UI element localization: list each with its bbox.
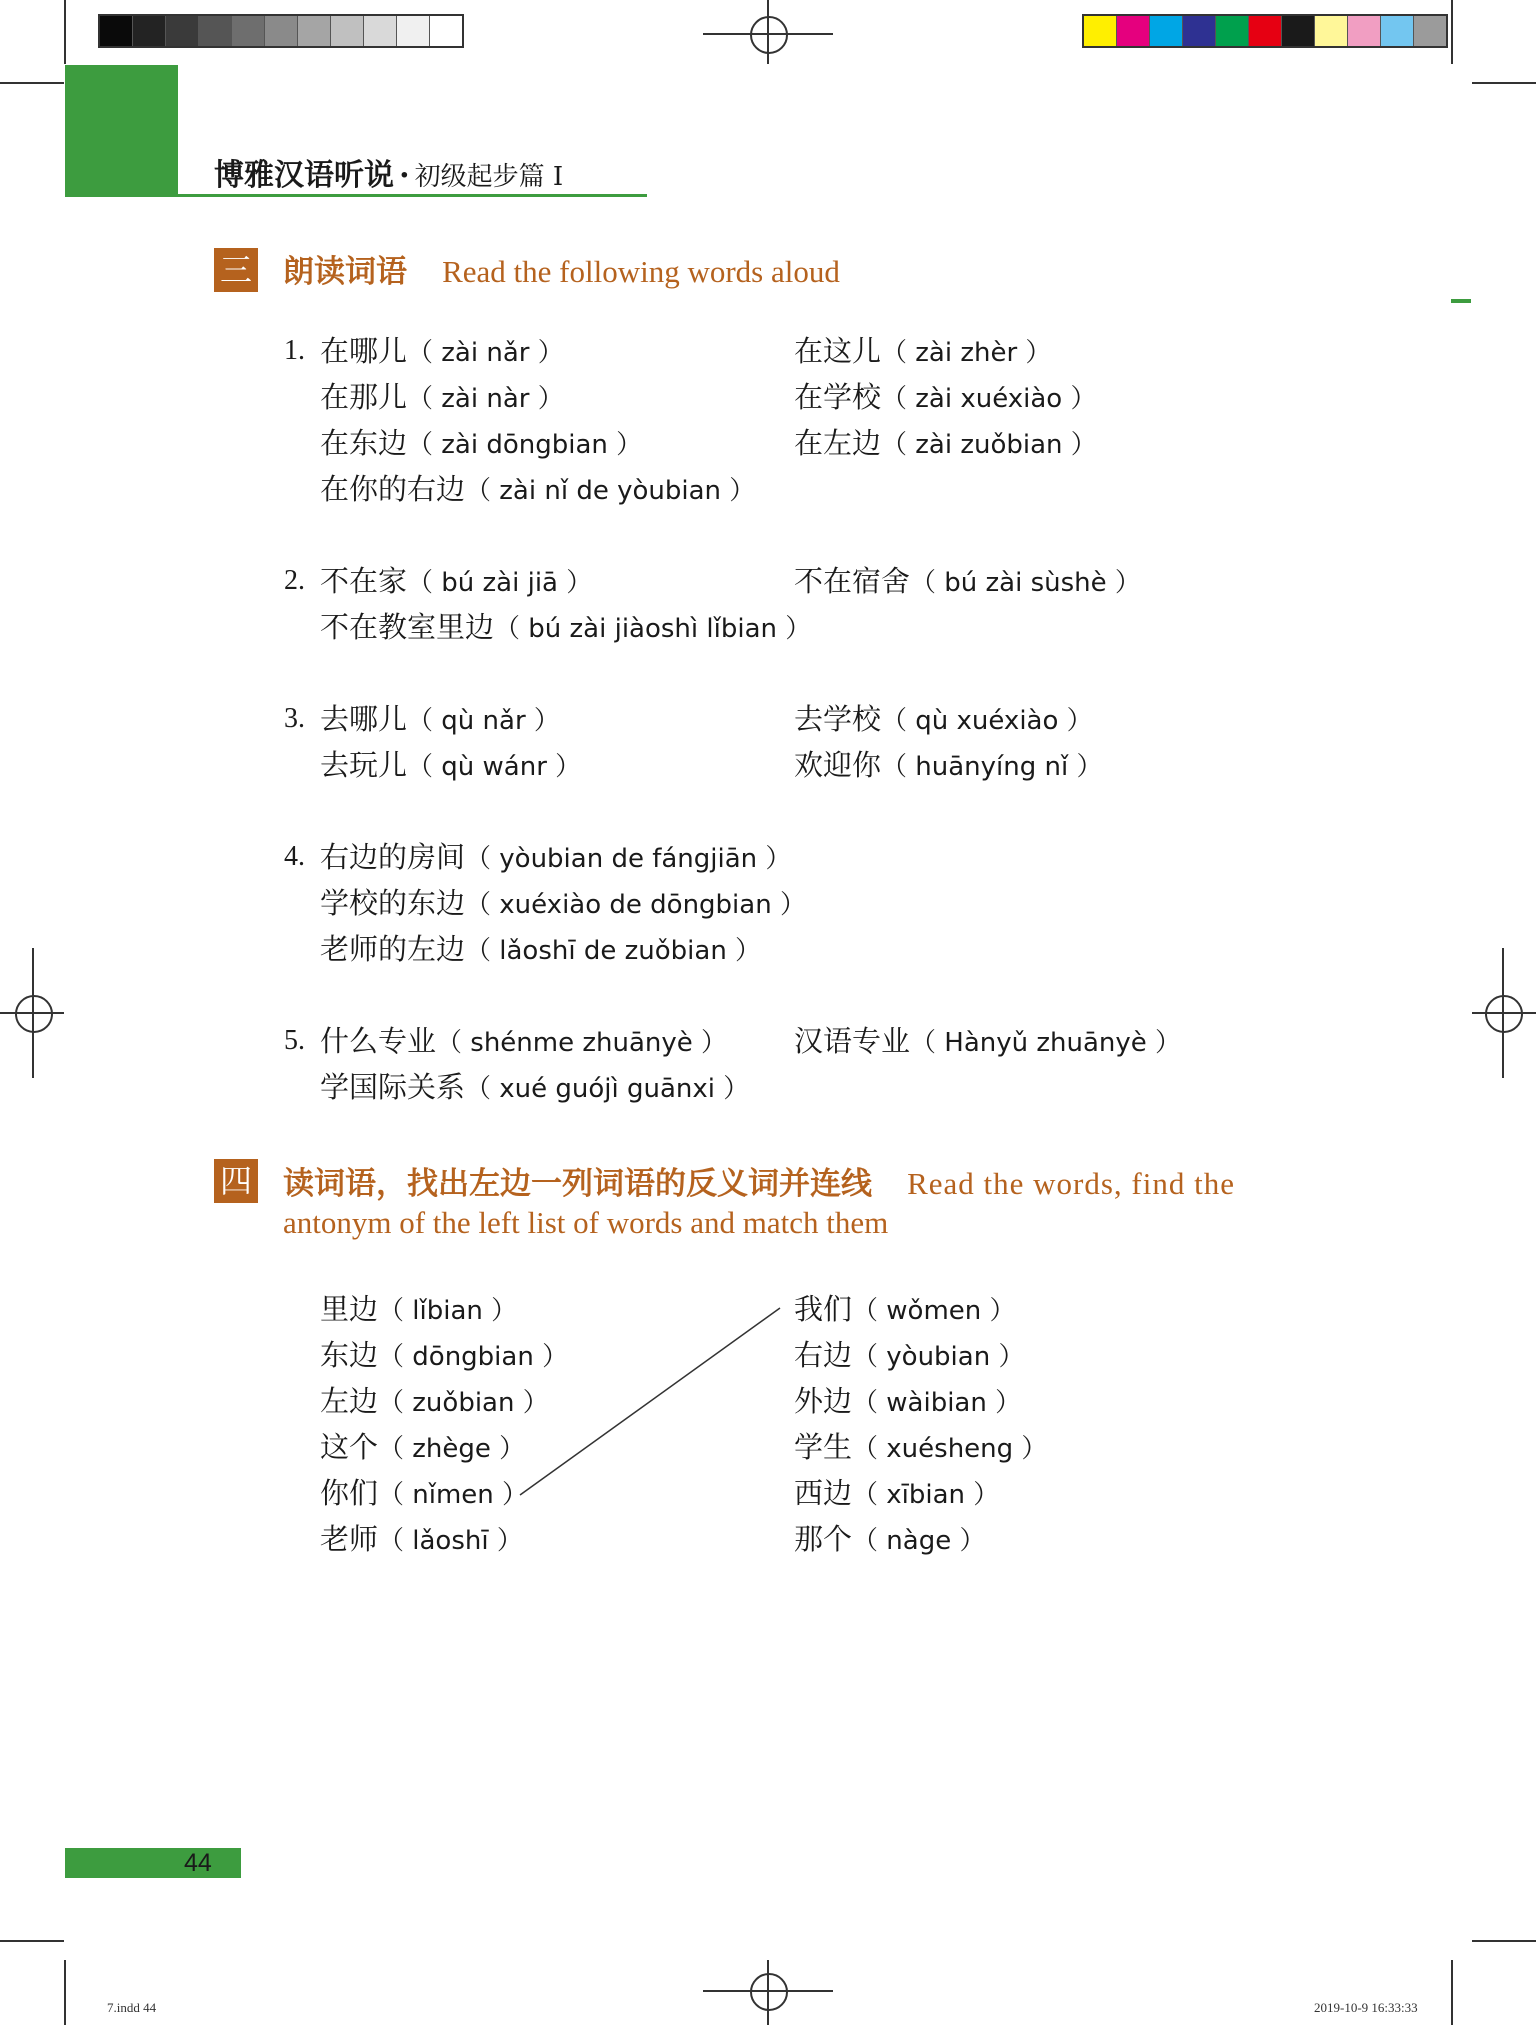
group-5-number: 5. bbox=[284, 1025, 305, 1056]
color-swatch bbox=[1084, 16, 1117, 46]
word-item: 不在家（ bú zài jiā ） bbox=[320, 564, 593, 598]
process-color-bar bbox=[1082, 14, 1448, 48]
match-left-item[interactable]: 里边（ lǐbian ） bbox=[320, 1292, 518, 1326]
crop-mark-br-h bbox=[1472, 1940, 1536, 1942]
section-3-heading bbox=[283, 246, 840, 291]
match-right-item[interactable]: 右边（ yòubian ） bbox=[794, 1338, 1025, 1372]
header-rule bbox=[65, 194, 647, 197]
header-green-block bbox=[65, 65, 178, 195]
book-title: 博雅汉语听说 bbox=[214, 158, 394, 193]
page-number-bar bbox=[65, 1848, 241, 1878]
margin-tab-marker bbox=[1451, 299, 1471, 303]
book-header bbox=[214, 150, 563, 194]
crop-mark-tl-v bbox=[64, 0, 66, 64]
group-3-number: 3. bbox=[284, 703, 305, 734]
color-swatch bbox=[1348, 16, 1381, 46]
gray-swatch bbox=[100, 16, 133, 46]
page-number: 44 bbox=[184, 1849, 212, 1877]
section-3-badge: 三 bbox=[214, 248, 258, 292]
word-item: 去学校（ qù xuéxiào ） bbox=[794, 702, 1093, 736]
file-info: 7.indd 44 bbox=[107, 2000, 157, 2015]
match-left-item[interactable]: 东边（ dōngbian ） bbox=[320, 1338, 569, 1372]
color-swatch bbox=[1315, 16, 1348, 46]
crop-mark-bl-v bbox=[64, 1960, 66, 2025]
match-right-item[interactable]: 我们（ wǒmen ） bbox=[794, 1292, 1016, 1326]
color-swatch bbox=[1216, 16, 1249, 46]
word-item: 学国际关系（ xué guójì guānxi ） bbox=[320, 1070, 750, 1104]
crop-mark-tl-h bbox=[0, 82, 64, 84]
word-item: 不在宿舍（ bú zài sùshè ） bbox=[794, 564, 1141, 598]
section-4-badge: 四 bbox=[214, 1159, 258, 1203]
group-2-number: 2. bbox=[284, 565, 305, 596]
crop-mark-br-v bbox=[1451, 1960, 1453, 2025]
word-item: 去玩儿（ qù wánr ） bbox=[320, 748, 582, 782]
gray-swatch bbox=[166, 16, 199, 46]
word-item: 在学校（ zài xuéxiào ） bbox=[794, 380, 1097, 414]
color-swatch bbox=[1282, 16, 1315, 46]
color-swatch bbox=[1414, 16, 1446, 46]
section-3-title-zh: 朗读词语 bbox=[283, 254, 407, 290]
word-item: 在左边（ zài zuǒbian ） bbox=[794, 426, 1097, 460]
gray-swatch bbox=[265, 16, 298, 46]
match-right-item[interactable]: 那个（ nàge ） bbox=[794, 1522, 986, 1556]
section-4-heading-line1 bbox=[283, 1158, 1235, 1203]
word-item: 在这儿（ zài zhèr ） bbox=[794, 334, 1052, 368]
match-left-item[interactable]: 左边（ zuǒbian ） bbox=[320, 1384, 549, 1418]
book-subtitle: 初级起步篇 I bbox=[414, 162, 564, 192]
color-swatch bbox=[1150, 16, 1183, 46]
gray-swatch bbox=[232, 16, 265, 46]
crop-mark-bl-h bbox=[0, 1940, 64, 1942]
example-match-line bbox=[510, 1300, 790, 1505]
color-swatch bbox=[1183, 16, 1216, 46]
word-item: 右边的房间（ yòubian de fángjiān ） bbox=[320, 840, 792, 874]
gray-swatch bbox=[331, 16, 364, 46]
crop-mark-tr-v bbox=[1451, 0, 1453, 64]
section-4-title-en-1: Read the words, find the bbox=[907, 1166, 1235, 1201]
print-timestamp: 2019-10-9 16:33:33 bbox=[1314, 2000, 1418, 2015]
registration-target-right bbox=[1485, 995, 1523, 1033]
match-left-item[interactable]: 老师（ lǎoshī ） bbox=[320, 1522, 523, 1556]
registration-target-top bbox=[750, 16, 788, 54]
header-separator: · bbox=[399, 158, 410, 193]
word-item: 欢迎你（ huānyíng nǐ ） bbox=[794, 748, 1103, 782]
gray-swatch bbox=[298, 16, 331, 46]
crop-mark-tr-h bbox=[1472, 82, 1536, 84]
word-item: 汉语专业（ Hànyǔ zhuānyè ） bbox=[794, 1024, 1182, 1058]
color-swatch bbox=[1381, 16, 1414, 46]
section-3-title-en: Read the following words aloud bbox=[442, 254, 840, 289]
word-item: 在哪儿（ zài nǎr ） bbox=[320, 334, 564, 368]
word-item: 在那儿（ zài nàr ） bbox=[320, 380, 564, 414]
color-swatch bbox=[1249, 16, 1282, 46]
word-item: 去哪儿（ qù nǎr ） bbox=[320, 702, 560, 736]
match-left-item[interactable]: 这个（ zhège ） bbox=[320, 1430, 526, 1464]
gray-swatch bbox=[430, 16, 462, 46]
match-right-item[interactable]: 学生（ xuésheng ） bbox=[794, 1430, 1048, 1464]
word-item: 老师的左边（ lǎoshī de zuǒbian ） bbox=[320, 932, 762, 966]
group-4-number: 4. bbox=[284, 841, 305, 872]
gray-swatch bbox=[199, 16, 232, 46]
registration-target-bottom bbox=[750, 1973, 788, 2011]
color-swatch bbox=[1117, 16, 1150, 46]
match-right-item[interactable]: 外边（ wàibian ） bbox=[794, 1384, 1022, 1418]
grayscale-color-bar bbox=[98, 14, 464, 48]
gray-swatch bbox=[133, 16, 166, 46]
word-item: 不在教室里边（ bú zài jiàoshì lǐbian ） bbox=[320, 610, 812, 644]
word-item: 学校的东边（ xuéxiào de dōngbian ） bbox=[320, 886, 806, 920]
match-right-item[interactable]: 西边（ xībian ） bbox=[794, 1476, 1000, 1510]
section-4-title-en-2: antonym of the left list of words and match them bbox=[283, 1205, 889, 1240]
group-1-number: 1. bbox=[284, 335, 305, 366]
word-item: 在你的右边（ zài nǐ de yòubian ） bbox=[320, 472, 756, 506]
section-4-title-zh: 读词语，找出左边一列词语的反义词并连线 bbox=[283, 1166, 872, 1202]
word-item: 什么专业（ shénme zhuānyè ） bbox=[320, 1024, 728, 1058]
gray-swatch bbox=[397, 16, 430, 46]
registration-target-left bbox=[15, 995, 53, 1033]
gray-swatch bbox=[364, 16, 397, 46]
match-left-item[interactable]: 你们（ nǐmen ） bbox=[320, 1476, 529, 1510]
word-item: 在东边（ zài dōngbian ） bbox=[320, 426, 643, 460]
